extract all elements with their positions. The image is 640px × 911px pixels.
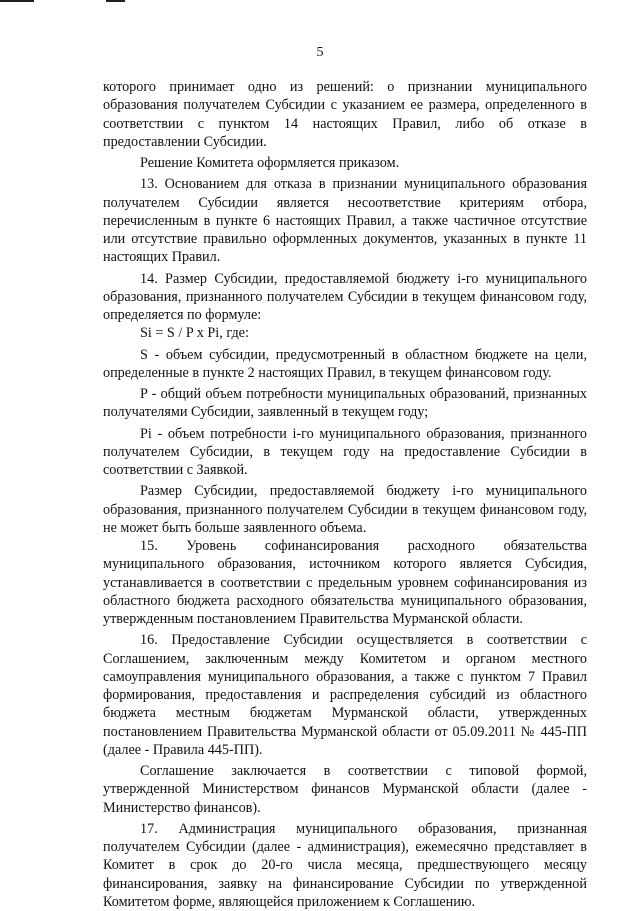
- paragraph-pi-definition: Pi - объем потребности i-го муниципального образования, признанного получателем Субсидии, в текущем году на предоставление Субсидии в соответствии с Заявкой.: [103, 425, 587, 478]
- paragraph-13-refusal-grounds: 13. Основанием для отказа в признании муниципального образования получателем Субсидии является несоответствие критериям отбора, перечисленным в пункте 6 настоящих Правил, а также частичное отсутствие или отсутствие правильно оформленных документов, указанных в пункте 11 настоящих Правил.: [103, 176, 587, 266]
- paragraph-s-definition: S - объем субсидии, предусмотренный в областном бюджете на цели, определенные в пункте 2 настоящих Правил, в текущем финансовом году.: [103, 346, 587, 381]
- paragraph-committee-decision: Решение Комитета оформляется приказом.: [140, 155, 400, 171]
- paragraph-p-definition: P - общий объем потребности муниципальных образований, признанных получателями Субсидии, заявленный в текущем году;: [103, 386, 587, 421]
- paragraph-15-cofinancing: 15. Уровень софинансирования расходного обязательства муниципального образования, источником которого является Субсидия, устанавливается в соответствии с предельным уровнем софинансирования из областного бюджета расходного обязательства муниципального образования, утвержденным постановлением Правительства Мурманской области.: [103, 538, 587, 627]
- top-edge-rule-left: [0, 0, 34, 2]
- paragraph-subsidy-limit: Размер Субсидии, предоставляемой бюджету i-го муниципального образования, признанного получателем Субсидии в текущем финансовом году, не может быть больше заявленного объема.: [103, 483, 587, 536]
- top-edge-rule-right: [106, 0, 125, 2]
- paragraph-17-administration: 17. Администрация муниципального образования, признанная получателем Субсидии (далее - администрация), ежемесячно представляет в Комитет в срок до 20-го числа месяца, предшествующего месяцу финансирования, заявку на финансирование Субсидии по утвержденной Комитетом форме, являющейся приложением к Соглашению.: [103, 820, 587, 910]
- paragraph-16-agreement: 16. Предоставление Субсидии осуществляется в соответствии с Соглашением, заключенным между Комитетом и органом местного самоуправления муниципального образования, а также с пунктом 7 Правил формирования, предоставления и распределения субсидий из областного бюджета местным бюджетам Мурманской области, утвержденных постановлением Правительства Мурманской области от 05.09.2011 № 445-ПП (далее - Правила 445-ПП).: [103, 632, 587, 758]
- document-body: [103, 78, 587, 911]
- paragraph-14-subsidy-size: 14. Размер Субсидии, предоставляемой бюджету i-го муниципального образования, признанного получателем Субсидии в текущем финансовом году, определяется по формуле:: [103, 270, 587, 323]
- paragraph-continuation: которого принимает одно из решений: о признании муниципального образования получателем Субсидии с указанием ее размера, определенного в соответствии с пунктом 14 настоящих Правил, либо об отказе в предоставлении Субсидии.: [103, 79, 587, 150]
- page-number: 5: [316, 45, 324, 60]
- formula-line: Si = S / P x Pi, где:: [140, 325, 249, 342]
- paragraph-agreement-form: Соглашение заключается в соответствии с типовой формой, утвержденной Министерством финансов Мурманской области (далее - Министерство финансов).: [103, 763, 587, 816]
